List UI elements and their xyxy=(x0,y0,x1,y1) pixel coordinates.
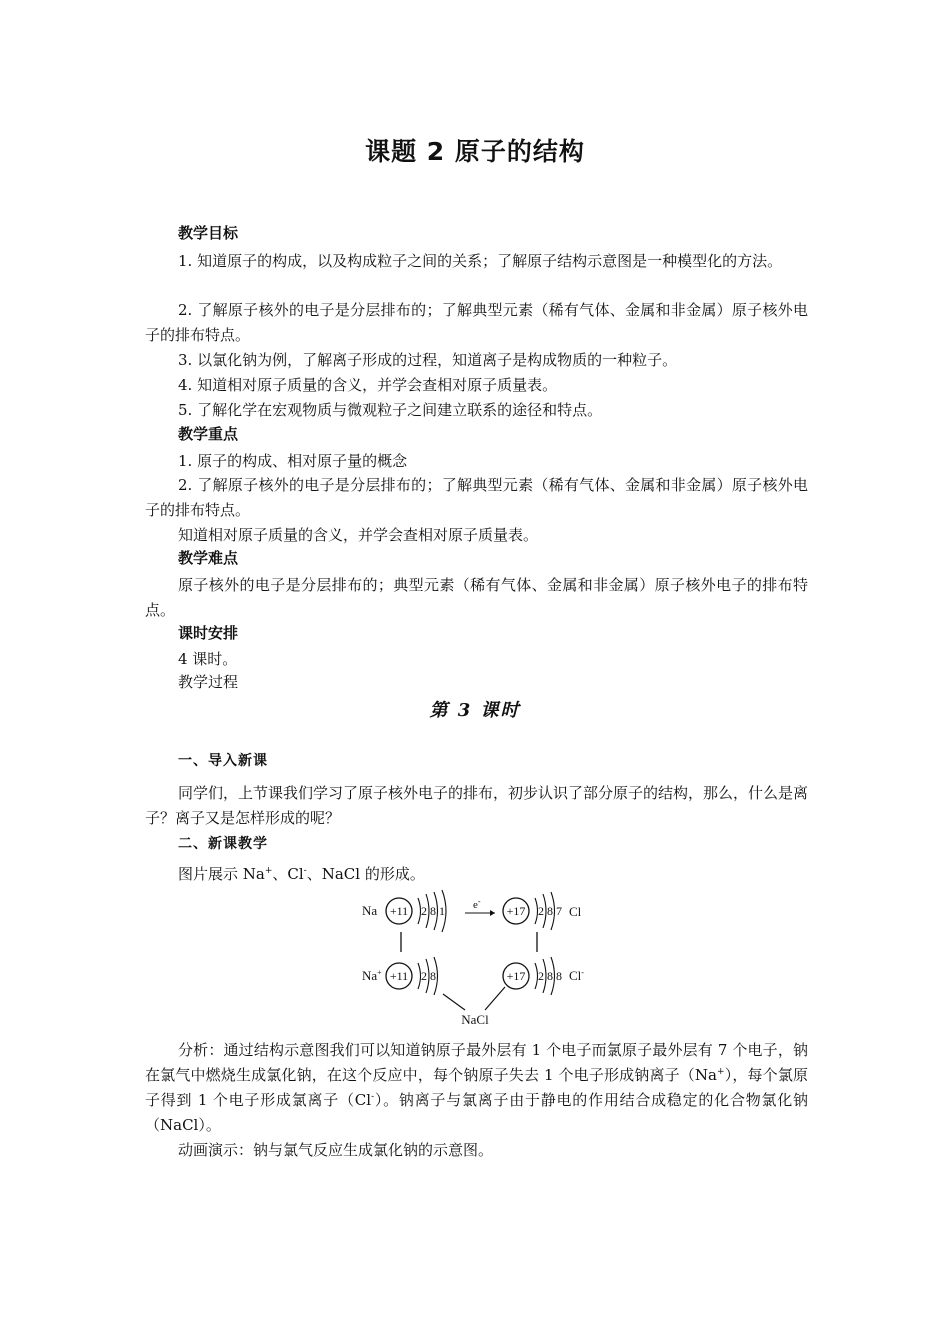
schedule-hours: 4 课时。 xyxy=(178,650,238,668)
schedule-heading: 课时安排 xyxy=(178,624,239,642)
analysis-text: 分析：通过结构示意图我们可以知道钠原子最外层有 1 个电子而氯原子最外层有 7 个电子，钠在氯气中燃烧生成氯化钠，在这个反应中，每个钠原子失去 1 个电子形成钠离子（Na+），每个氯原子得到 1 个电子形成氯离子（Cl-）。钠离子与氯离子由于静电的作用结合成稳定的化合物氯化钠（NaCl）。 xyxy=(145,1041,808,1134)
na-ion-shells-label: 2 8 xyxy=(421,969,436,983)
nacl-label: NaCl xyxy=(461,1012,489,1027)
key-point-item-2: 2. 了解原子核外的电子是分层排布的；了解典型元素（稀有气体、金属和非金属）原子核外电子的排布特点。 xyxy=(145,476,808,519)
na-shells-label: 2 8 1 xyxy=(421,904,445,918)
objective-item-1: 1. 知道原子的构成，以及构成粒子之间的关系；了解原子结构示意图是一种模型化的方法。 xyxy=(178,252,783,270)
teaching-process-label: 教学过程 xyxy=(178,673,239,691)
section-teaching-heading: 二、新课教学 xyxy=(178,836,268,852)
difficulties-heading: 教学难点 xyxy=(178,549,239,567)
section-intro-heading: 一、导入新课 xyxy=(178,753,268,769)
figure-intro: 图片展示 Na+、Cl-、NaCl 的形成。 xyxy=(178,865,425,883)
na-ion-nucleus-label: +11 xyxy=(389,969,409,983)
key-point-item-1: 1. 原子的构成、相对原子量的概念 xyxy=(178,452,408,470)
cl-ion-nucleus-label: +17 xyxy=(506,969,526,983)
difficulties-text: 原子核外的电子是分层排布的；典型元素（稀有气体、金属和非金属）原子核外电子的排布特点。 xyxy=(145,576,808,619)
cl-nucleus-label: +17 xyxy=(506,904,526,918)
objective-item-4: 4. 知道相对原子质量的含义，并学会查相对原子质量表。 xyxy=(178,376,558,394)
objective-item-5: 5. 了解化学在宏观物质与微观粒子之间建立联系的途径和特点。 xyxy=(178,401,603,419)
na-to-nacl-line xyxy=(443,994,465,1010)
electron-label: e- xyxy=(473,897,481,911)
cl-ion-shells-label: 2 8 8 xyxy=(538,969,562,983)
cl-ion-label: Cl- xyxy=(569,968,584,983)
objectives-heading: 教学目标 xyxy=(178,224,239,242)
cl-label: Cl xyxy=(569,904,582,919)
objective-item-2: 2. 了解原子核外的电子是分层排布的；了解典型元素（稀有气体、金属和非金属）原子核外电子的排布特点。 xyxy=(145,301,808,344)
cl-to-nacl-line xyxy=(485,987,505,1010)
page-title: 课题 2 原子的结构 xyxy=(365,137,585,166)
cl-shells-label: 2 8 7 xyxy=(538,904,562,918)
key-points-heading: 教学重点 xyxy=(178,425,239,443)
na-ion-label: Na+ xyxy=(362,968,382,983)
electron-arrow-head xyxy=(490,910,495,916)
na-label: Na xyxy=(362,903,378,918)
key-point-item-3: 知道相对原子质量的含义，并学会查相对原子质量表。 xyxy=(178,526,539,544)
objective-item-3: 3. 以氯化钠为例，了解离子形成的过程，知道离子是构成物质的一种粒子。 xyxy=(178,351,678,369)
nacl-formation-diagram xyxy=(355,882,595,1030)
animation-text: 动画演示：钠与氯气反应生成氯化钠的示意图。 xyxy=(178,1141,494,1159)
na-nucleus-label: +11 xyxy=(389,904,409,918)
section-intro-text: 同学们，上节课我们学习了原子核外电子的排布，初步认识了部分原子的结构，那么，什么是离子？离子又是怎样形成的呢？ xyxy=(145,784,809,827)
lesson-title: 第 3 课时 xyxy=(429,700,521,721)
